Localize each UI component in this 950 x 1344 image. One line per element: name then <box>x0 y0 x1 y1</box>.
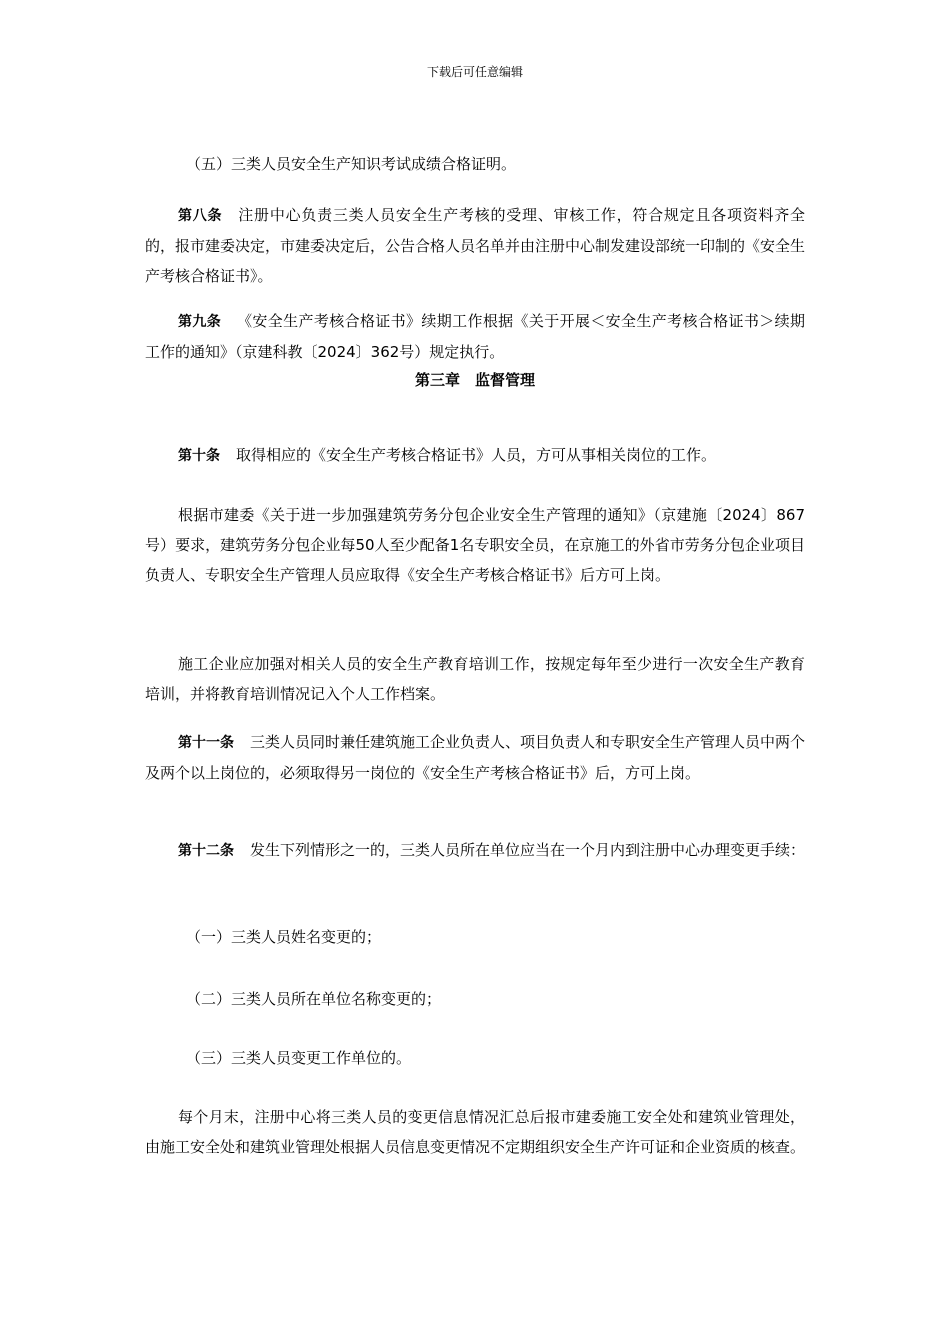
item-three: （三）三类人员变更工作单位的。 <box>186 1049 412 1067</box>
item-one: （一）三类人员姓名变更的； <box>186 928 382 946</box>
item-five: （五）三类人员安全生产知识考试成绩合格证明。 <box>186 155 517 173</box>
article-11-label: 第十一条 <box>178 735 234 751</box>
article-9 <box>145 306 805 367</box>
paragraph-training: 施工企业应加强对相关人员的安全生产教育培训工作，按规定每年至少进行一次安全生产教育培训，并将教育培训情况记入个人工作档案。 <box>145 655 805 703</box>
article-10 <box>145 440 805 471</box>
article-12-text: 发生下列情形之一的，三类人员所在单位应当在一个月内到注册中心办理变更手续： <box>250 841 806 859</box>
article-9-text: 《安全生产考核合格证书》续期工作根据《关于开展＜安全生产考核合格证书＞续期工作的通知》（京建科教〔2024〕362号）规定执行。 <box>145 312 805 361</box>
paragraph-monthly-summary: 每个月末，注册中心将三类人员的变更信息情况汇总后报市建委施工安全处和建筑业管理处，由施工安全处和建筑业管理处根据人员信息变更情况不定期组织安全生产许可证和企业资质的核查。 <box>145 1108 806 1156</box>
item-two: （二）三类人员所在单位名称变更的； <box>186 990 442 1008</box>
article-8-text: 注册中心负责三类人员安全生产考核的受理、审核工作，符合规定且各项资料齐全的，报市建委决定，市建委决定后，公告合格人员名单并由注册中心制发建设部统一印制的《安全生产考核合格证书》。 <box>145 206 806 285</box>
article-11-text: 三类人员同时兼任建筑施工企业负责人、项目负责人和专职安全生产管理人员中两个及两个以上岗位的，必须取得另一岗位的《安全生产考核合格证书》后，方可上岗。 <box>145 733 806 782</box>
article-8-label: 第八条 <box>178 208 223 224</box>
page-header: 下载后可任意编辑 <box>426 65 523 79</box>
article-10-text: 取得相应的《安全生产考核合格证书》人员，方可从事相关岗位的工作。 <box>236 446 717 464</box>
article-11 <box>145 727 805 788</box>
paragraph-labor-subcontract: 根据市建委《关于进一步加强建筑劳务分包企业安全生产管理的通知》（京建施〔2024〕867号）要求，建筑劳务分包企业每50人至少配备1名专职安全员，在京施工的外省市劳务分包企业项目负责人、专职安全生产管理人员应取得《安全生产考核合格证书》后方可上岗。 <box>145 506 805 584</box>
article-12 <box>145 835 805 866</box>
article-10-label: 第十条 <box>178 448 220 464</box>
article-12-label: 第十二条 <box>178 843 234 859</box>
chapter-title: 第三章 监督管理 <box>414 371 535 389</box>
article-9-label: 第九条 <box>178 314 222 330</box>
article-8 <box>145 200 805 291</box>
